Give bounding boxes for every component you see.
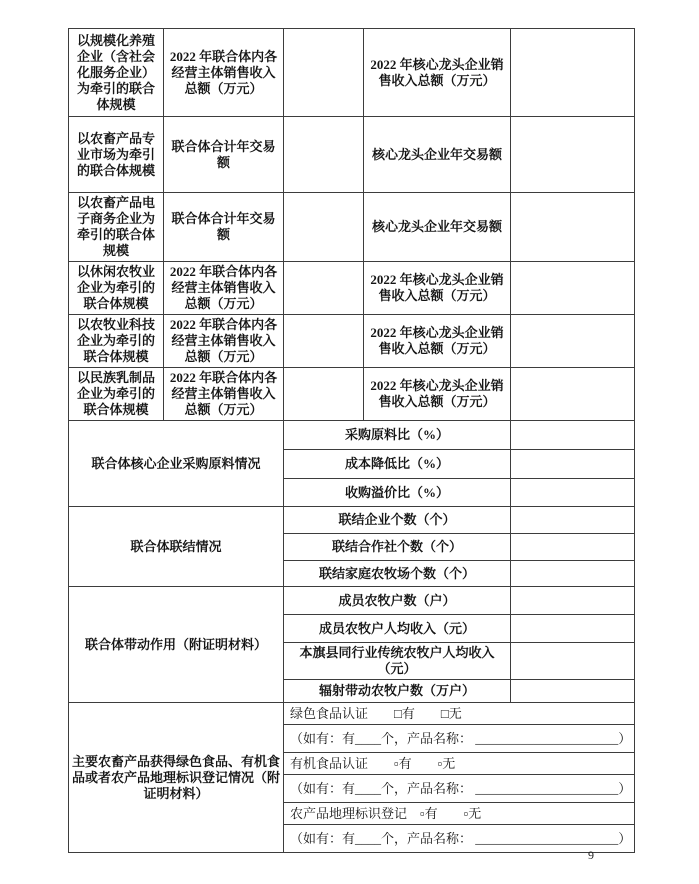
union-indicator-cell: 联合体合计年交易额 (164, 193, 284, 262)
value-cell (511, 534, 635, 561)
union-indicator-cell: 2022 年联合体内各经营主体销售收入总额（万元） (164, 315, 284, 368)
core-indicator-cell: 核心龙头企业年交易额 (364, 193, 511, 262)
table-row-scale-6 (69, 368, 635, 421)
value-cell (511, 450, 635, 479)
union-indicator-cell: 2022 年联合体内各经营主体销售收入总额（万元） (164, 262, 284, 315)
core-indicator-cell: 核心龙头企业年交易额 (364, 117, 511, 193)
indicator-cell: 成员农牧户人均收入（元） (284, 615, 511, 643)
core-indicator-cell: 2022 年核心龙头企业销售收入总额（万元） (364, 368, 511, 421)
core-value-cell (511, 193, 635, 262)
union-value-cell (284, 315, 364, 368)
certification-row-geo-indication: 农产品地理标识登记 ▫有 ▫无 (284, 803, 635, 825)
indicator-cell: 辐射带动农牧户数（万户） (284, 680, 511, 703)
union-value-cell (284, 368, 364, 421)
indicator-cell: 采购原料比（%） (284, 421, 511, 450)
section-category-cell: 联合体核心企业采购原料情况 (69, 421, 284, 507)
indicator-cell: 本旗县同行业传统农牧户人均收入（元） (284, 643, 511, 680)
core-indicator-cell: 2022 年核心龙头企业销售收入总额（万元） (364, 315, 511, 368)
indicator-cell: 成本降低比（%） (284, 450, 511, 479)
table-row-driving-1 (69, 587, 635, 615)
certification-row-green-food-detail: （如有：有____个，产品名称： ______________________） (284, 725, 635, 753)
core-value-cell (511, 315, 635, 368)
certification-row-organic-food-detail: （如有：有____个，产品名称： ______________________） (284, 775, 635, 803)
value-cell (511, 421, 635, 450)
core-value-cell (511, 117, 635, 193)
certification-category-cell: 主要农畜产品获得绿色食品、有机食品或者农产品地理标识登记情况（附证明材料） (69, 703, 284, 853)
indicator-cell: 联结合作社个数（个） (284, 534, 511, 561)
indicator-cell: 联结企业个数（个） (284, 507, 511, 534)
table-row-scale-2 (69, 117, 635, 193)
table-row-scale-5 (69, 315, 635, 368)
certification-row-green-food: 绿色食品认证 □有 □无 (284, 703, 635, 725)
value-cell (511, 680, 635, 703)
table-row-linkage-1 (69, 507, 635, 534)
indicator-cell: 联结家庭农牧场个数（个） (284, 561, 511, 587)
core-value-cell (511, 368, 635, 421)
union-value-cell (284, 29, 364, 117)
survey-table (68, 28, 635, 853)
section-category-cell: 联合体联结情况 (69, 507, 284, 587)
category-cell: 以民族乳制品企业为牵引的联合体规模 (69, 368, 164, 421)
table-row-purchasing-1 (69, 421, 635, 450)
core-value-cell (511, 262, 635, 315)
union-value-cell (284, 117, 364, 193)
union-value-cell (284, 262, 364, 315)
indicator-cell: 成员农牧户数（户） (284, 587, 511, 615)
value-cell (511, 615, 635, 643)
section-category-cell: 联合体带动作用（附证明材料） (69, 587, 284, 703)
category-cell: 以休闲农牧业企业为牵引的联合体规模 (69, 262, 164, 315)
value-cell (511, 507, 635, 534)
core-indicator-cell: 2022 年核心龙头企业销售收入总额（万元） (364, 29, 511, 117)
table-row-certification-1 (69, 703, 635, 725)
table-row-scale-3 (69, 193, 635, 262)
certification-row-geo-indication-detail: （如有：有____个，产品名称： ______________________） (284, 825, 635, 853)
union-indicator-cell: 2022 年联合体内各经营主体销售收入总额（万元） (164, 29, 284, 117)
value-cell (511, 587, 635, 615)
category-cell: 以农畜产品专业市场为牵引的联合体规模 (69, 117, 164, 193)
value-cell (511, 479, 635, 507)
certification-row-organic-food: 有机食品认证 ▫有 ▫无 (284, 753, 635, 775)
category-cell: 以规模化养殖企业（含社会化服务企业）为牵引的联合体规模 (69, 29, 164, 117)
indicator-cell: 收购溢价比（%） (284, 479, 511, 507)
union-indicator-cell: 联合体合计年交易额 (164, 117, 284, 193)
union-indicator-cell: 2022 年联合体内各经营主体销售收入总额（万元） (164, 368, 284, 421)
core-indicator-cell: 2022 年核心龙头企业销售收入总额（万元） (364, 262, 511, 315)
core-value-cell (511, 29, 635, 117)
value-cell (511, 561, 635, 587)
table-row-scale-4 (69, 262, 635, 315)
value-cell (511, 643, 635, 680)
category-cell: 以农畜产品电子商务企业为牵引的联合体规模 (69, 193, 164, 262)
union-value-cell (284, 193, 364, 262)
category-cell: 以农牧业科技企业为牵引的联合体规模 (69, 315, 164, 368)
table-row-scale-1 (69, 29, 635, 117)
page-number: 9 (588, 848, 594, 862)
